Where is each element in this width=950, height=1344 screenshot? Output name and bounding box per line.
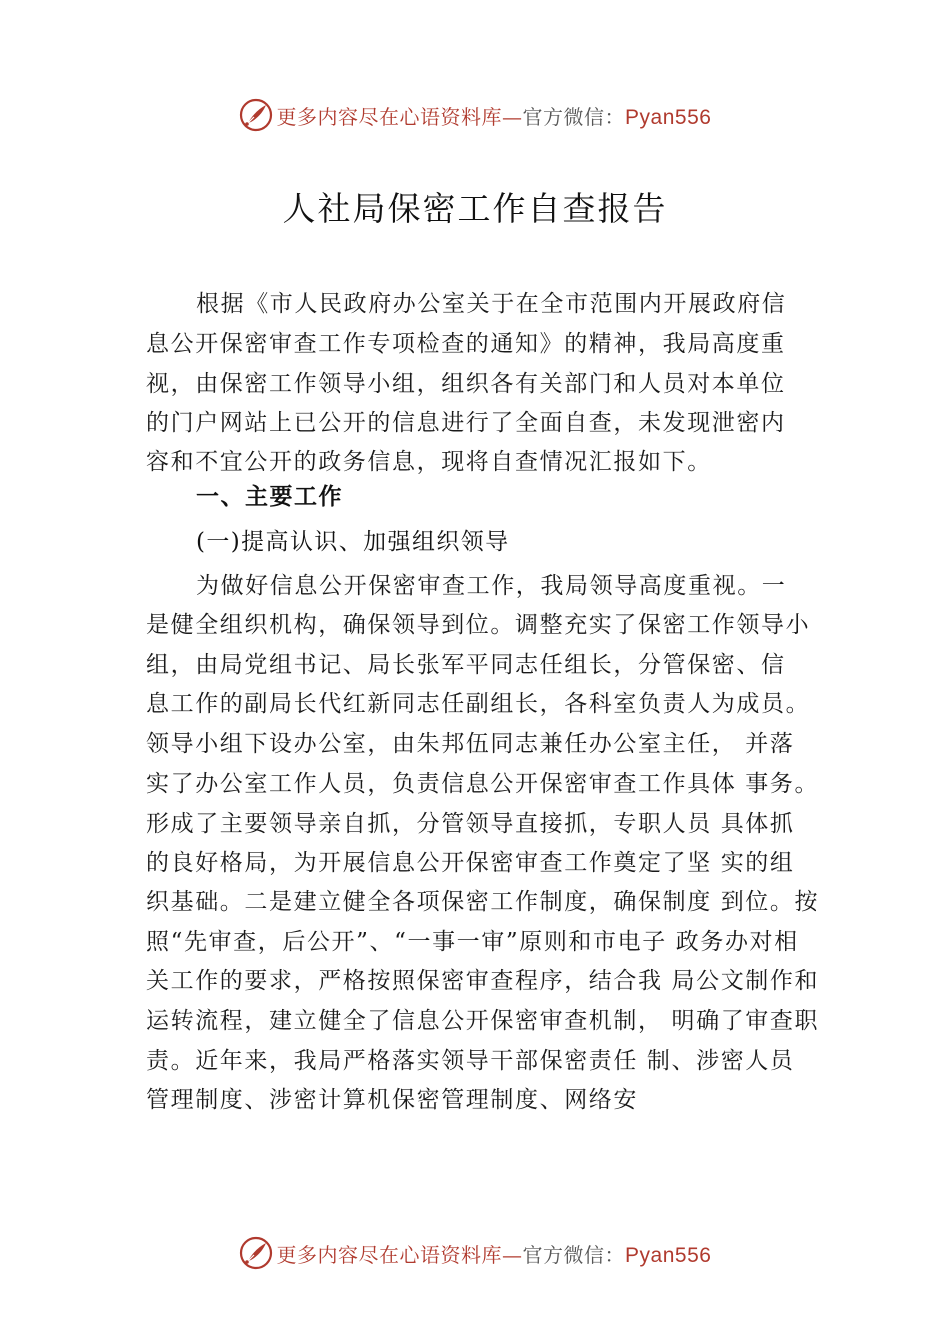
body-line-5: 领导小组下设办公室，由朱邦伍同志兼任办公室主任， 并落 <box>146 731 795 757</box>
body-line-1: 为做好信息公开保密审查工作，我局领导高度重视。一 <box>196 573 787 599</box>
header-banner <box>0 95 950 135</box>
footer-banner <box>0 1233 950 1273</box>
intro-line-5: 容和不宜公开的政务信息，现将自查情况汇报如下。 <box>146 449 712 475</box>
banner-wechat-label: 官方微信： <box>522 104 626 129</box>
intro-line-1: 根据《市人民政府办公室关于在全市范围内开展政府信 <box>196 291 787 317</box>
body-line-4: 息工作的副局长代红新同志任副组长，各科室负责人为成员。 <box>146 691 811 717</box>
body-line-2: 是健全组织机构，确保领导到位。调整充实了保密工作领导小 <box>146 612 811 638</box>
banner-wechat-id: Pyan556 <box>625 1243 712 1267</box>
subsection-heading-1: (一)提高认识、加强组织领导 <box>196 529 510 555</box>
body-line-9: 织基础。二是建立健全各项保密工作制度，确保制度 到位。按 <box>146 889 820 915</box>
body-line-11: 关工作的要求，严格按照保密审查程序，结合我 局公文制作和 <box>146 968 820 994</box>
body-line-12: 运转流程，建立健全了信息公开保密审查机制， 明确了审查职 <box>146 1008 820 1034</box>
intro-line-4: 的门户网站上已公开的信息进行了全面自查，未发现泄密内 <box>146 410 786 436</box>
body-line-3: 组，由局党组书记、局长张军平同志任组长，分管保密、信 <box>146 652 786 678</box>
banner-text <box>277 101 712 130</box>
body-line-7: 形成了主要领导亲自抓，分管领导直接抓，专职人员 具体抓 <box>146 811 795 837</box>
banner-wechat-id: Pyan556 <box>625 105 712 129</box>
body-line-6: 实了办公室工作人员，负责信息公开保密审查工作具体 事务。 <box>146 771 820 797</box>
body-line-13: 责。近年来，我局严格落实领导干部保密责任 制、涉密人员 <box>146 1048 795 1074</box>
document-title: 人社局保密工作自查报告 <box>282 189 668 228</box>
quill-logo-icon <box>239 98 273 132</box>
banner-separator: — <box>502 1242 523 1267</box>
body-line-8: 的良好格局，为开展信息公开保密审查工作奠定了坚 实的组 <box>146 850 795 876</box>
quill-logo-icon <box>239 1236 273 1270</box>
body-line-14: 管理制度、涉密计算机保密管理制度、网络安 <box>146 1087 638 1113</box>
banner-site-name: 更多内容尽在心语资料库 <box>276 1242 503 1267</box>
banner-separator: — <box>502 104 523 129</box>
banner-text <box>277 1239 712 1268</box>
banner-wechat-label: 官方微信： <box>522 1242 626 1267</box>
intro-line-2: 息公开保密审查工作专项检查的通知》的精神，我局高度重 <box>146 331 786 357</box>
intro-line-3: 视，由保密工作领导小组，组织各有关部门和人员对本单位 <box>146 371 786 397</box>
body-line-10: 照“先审查，后公开”、“一事一审”原则和市电子 政务办对相 <box>146 929 799 955</box>
section-heading-1: 一、主要工作 <box>196 484 343 510</box>
banner-site-name: 更多内容尽在心语资料库 <box>276 104 503 129</box>
